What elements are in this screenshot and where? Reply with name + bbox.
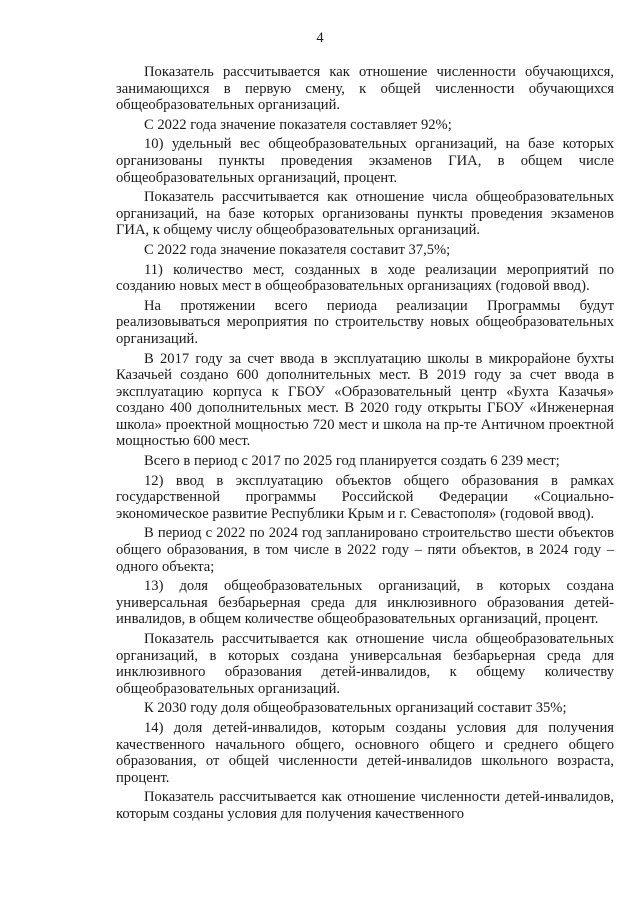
paragraph: Показатель рассчитывается как отношение численности детей-инвалидов, которым созданы условия для получения качественного [116, 789, 614, 822]
paragraph: Всего в период с 2017 по 2025 год планируется создать 6 239 мест; [144, 453, 560, 470]
page-number: 4 [316, 30, 324, 46]
paragraph: К 2030 году доля общеобразовательных организаций составит 35%; [144, 700, 567, 717]
paragraph: Показатель рассчитывается как отношение числа общеобразовательных организаций, в которых создана универсальная безбарьерная среда для инклюзивного образования детей-инвалидов, к общему количеству общеобразовательных организаций. [116, 631, 614, 697]
paragraph: С 2022 года значение показателя составит 37,5%; [144, 241, 451, 258]
paragraph: Показатель рассчитывается как отношение числа общеобразовательных организаций, на базе которых организованы пункты проведения экзаменов ГИА, к общему числу общеобразовательных организаций. [116, 189, 614, 239]
paragraph: С 2022 года значение показателя составляет 92%; [144, 116, 452, 133]
document-body [116, 64, 614, 826]
paragraph: 14) доля детей-инвалидов, которым созданы условия для получения качественного начального общего, основного общего и среднего общего образования, от общей численности детей-инвалидов школьного возраста, процент. [116, 719, 614, 786]
paragraph: На протяжении всего периода реализации Программы будут реализовываться мероприятия по строительству новых общеобразовательных организаций. [116, 297, 614, 347]
paragraph: Показатель рассчитывается как отношение численности обучающихся, занимающихся в первую смену, к общей численности обучающихся общеобразовательных организаций. [116, 64, 614, 114]
paragraph: В период с 2022 по 2024 год запланировано строительство шести объектов общего образования, в том числе в 2022 году – пяти объектов, в 2024 году – одного объекта; [116, 525, 614, 575]
paragraph: 10) удельный вес общеобразовательных организаций, на базе которых организованы пункты проведения экзаменов ГИА, в общем числе общеобразовательных организаций, процент. [116, 136, 614, 186]
paragraph: 13) доля общеобразовательных организаций, в которых создана универсальная безбарьерная среда для инклюзивного образования детей-инвалидов, в общем количестве общеобразовательных организаций, процент. [116, 578, 614, 628]
paragraph: В 2017 году за счет ввода в эксплуатацию школы в микрорайоне бухты Казачьей создано 600 дополнительных мест. В 2019 году за счет ввода в эксплуатацию корпуса к ГБОУ «Образовательный центр «Бухта Казачья» создано 400 дополнительных мест. В 2020 году открыты ГБОУ «Инженерная школа» проектной мощностью 720 мест и школа на пр-те Античном проектной мощностью 600 мест. [116, 350, 614, 450]
paragraph: 11) количество мест, созданных в ходе реализации мероприятий по созданию новых мест в общеобразовательных организациях (годовой ввод). [116, 261, 614, 295]
paragraph: 12) ввод в эксплуатацию объектов общего образования в рамках государственной программы Российской Федерации «Социально-экономическое развитие Республики Крым и г. Севастополя» (годовой ввод). [116, 472, 614, 522]
